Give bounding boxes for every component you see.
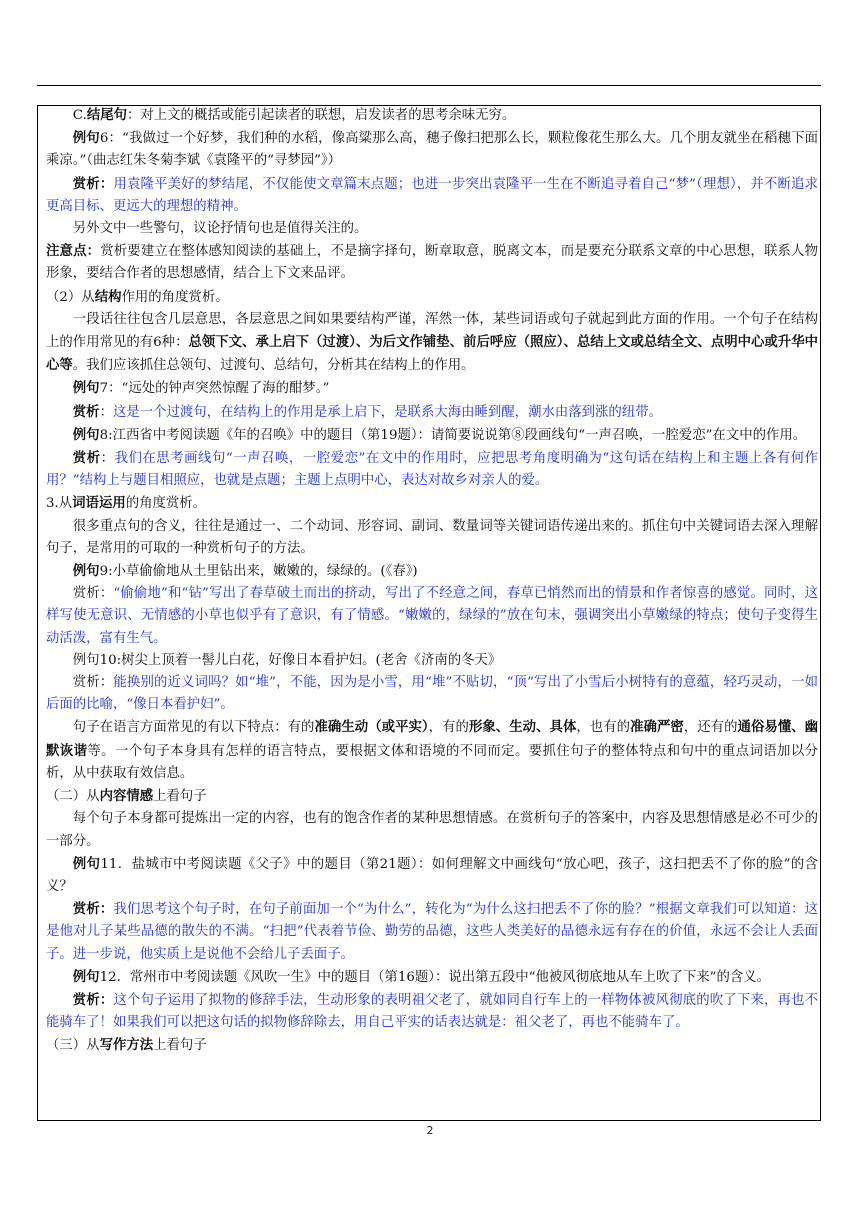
example-paragraph: 例句8:江西省中考阅读题《年的召唤》中的题目（第19题）：请简要说说第⑧段画线句“一声召唤，一腔爱恋”在文中的作用。 [72,426,807,443]
note-paragraph: 注意点：赏析要建立在整体感知阅读的基础上，不是摘字择句，断章取意，脱离文本，而是要充分联系文章的中心思想，联系人物形象，要结合作者的思想感情，结合上下文来品评。 [46,243,818,282]
analysis-paragraph: 赏析：我们在思考画线句“一声召唤，一腔爱恋”在文中的作用时，应把思考角度明确为“这句话在结构上和主题上各有何作用？”结构上与题目相照应，也就是点题；主题上点明中心，表达对故乡对亲人的爱。 [46,450,819,489]
example-paragraph: 例句10:树尖上顶着一髻儿白花，好像日本看护妇。(老舍《济南的冬天》 [72,652,502,668]
example-paragraph: 例句7：“远处的钟声突然惊醒了海的酣梦。” [72,380,330,397]
paragraph: C.结尾句：对上文的概括或能引起读者的联想，启发读者的思考余味无穷。 [72,107,516,123]
paragraph: 另外文中一些警句，议论抒情句也是值得关注的。 [72,221,368,237]
example-paragraph: 例句6：“我做过一个好梦，我们种的水稻，像高粱那么高，穗子像扫把那么长，颗粒像花生那么大。几个朋友就坐在稻穗下面乘凉。”（曲志红朱冬菊李斌《袁隆平的“寻梦园”》） [46,130,818,169]
analysis-paragraph: 赏析：这是一个过渡句，在结构上的作用是承上启下，是联系大海由睡到醒，潮水由落到涨的纽带。 [72,403,662,420]
page-content [46,104,818,1058]
section-heading: （三）从写作方法上看句子 [46,1037,207,1054]
section-heading: （2）从结构作用的角度赏析。 [46,288,229,305]
paragraph: 每个句子本身都可提炼出一定的内容，也有的饱含作者的某种思想情感。在赏析句子的答案中，内容及思想情感是必不可少的一部分。 [46,811,818,849]
example-paragraph: 例句11．盐城市中考阅读题《父子》中的题目（第21题）：如何理解文中画线句“放心吧，孩子，这扫把丢不了你的脸”的含义？ [46,855,818,894]
analysis-paragraph: 赏析：用袁隆平美好的梦结尾，不仅能使文章篇末点题；也进一步突出袁隆平一生在不断追寻着自己“梦”（理想），并不断追求更高目标、更远大的理想的精神。 [46,175,818,214]
analysis-paragraph: 赏析：我们思考这个句子时，在句子前面加一个“为什么”，转化为“为什么这扫把丢不了你的脸？”根据文章我们可以知道：这是他对儿子某些品德的散失的不满。“扫把”代表着节俭、勤劳的品德，这些人类美好的品德永远有存在的价值，永远不会让人丢面子。进一步说，他实质上是说他不会给儿子丢面子。 [46,901,818,962]
analysis-paragraph: 赏析：“偷偷地”和“钻”写出了春草破土而出的挤动，写出了不经意之间，春草已悄然而出的情景和作者惊喜的感觉。同时，这样写使无意识、无情感的小草也似乎有了意识，有了情感。“嫩嫩的，绿绿的”放在句末，强调突出小草嫩绿的特点；使句子变得生动活泼，富有生气。 [46,586,818,646]
example-paragraph: 例句12．常州市中考阅读题《风吹一生》中的题目（第16题）：说出第五段中“他被风彻底地从车上吹了下来”的含义。 [72,968,771,985]
section-heading: （二）从内容情感上看句子 [46,788,207,805]
example-paragraph: 例句9:小草偷偷地从土里钻出来，嫩嫩的，绿绿的。(《春》) [72,563,418,580]
paragraph: 句子在语言方面常见的有以下特点：有的准确生动（或平实），有的形象、生动、具体，也有的准确严密，还有的通俗易懂、幽默诙谐等。一个句子本身具有怎样的语言特点，要根据文体和语境的不同而定。要抓住句子的整体特点和句中的重点词语加以分析，从中获取有效信息。 [46,719,819,781]
header-rule [37,85,821,86]
page-number: 2 [426,1124,434,1137]
section-heading: 3.从词语运用的角度赏析。 [46,495,207,512]
paragraph: 很多重点句的含义，往往是通过一、二个动词、形容词、副词、数量词等关键词语传递出来的。抓住句中关键词语去深入理解句子，是常用的可取的一种赏析句子的方法。 [46,518,818,556]
analysis-paragraph: 赏析：能换别的近义词吗？如“堆”，不能，因为是小雪，用“堆”不贴切，“顶”写出了小雪后小树特有的意蕴，轻巧灵动，一如后面的比喻，“像日本看护妇”。 [46,675,819,713]
analysis-paragraph: 赏析：这个句子运用了拟物的修辞手法，生动形象的表明祖父老了，就如同自行车上的一样物体被风彻底的吹了下来，再也不能骑车了！如果我们可以把这句话的拟物修辞除去，用自己平实的话表达就是：祖父老了，再也不能骑车了。 [46,991,818,1031]
paragraph: 一段话往往包含几层意思，各层意思之间如果要结构严谨，浑然一体，某些词语或句子就起到此方面的作用。一个句子在结构上的作用常见的有6种：总领下文、承上启下（过渡）、为后文作铺垫、前后呼应（照应）、总结上文或总结全文、点明中心或升华中心等。我们应该抓住总领句、过渡句、总结句，分析其在结构上的作用。 [46,311,818,374]
